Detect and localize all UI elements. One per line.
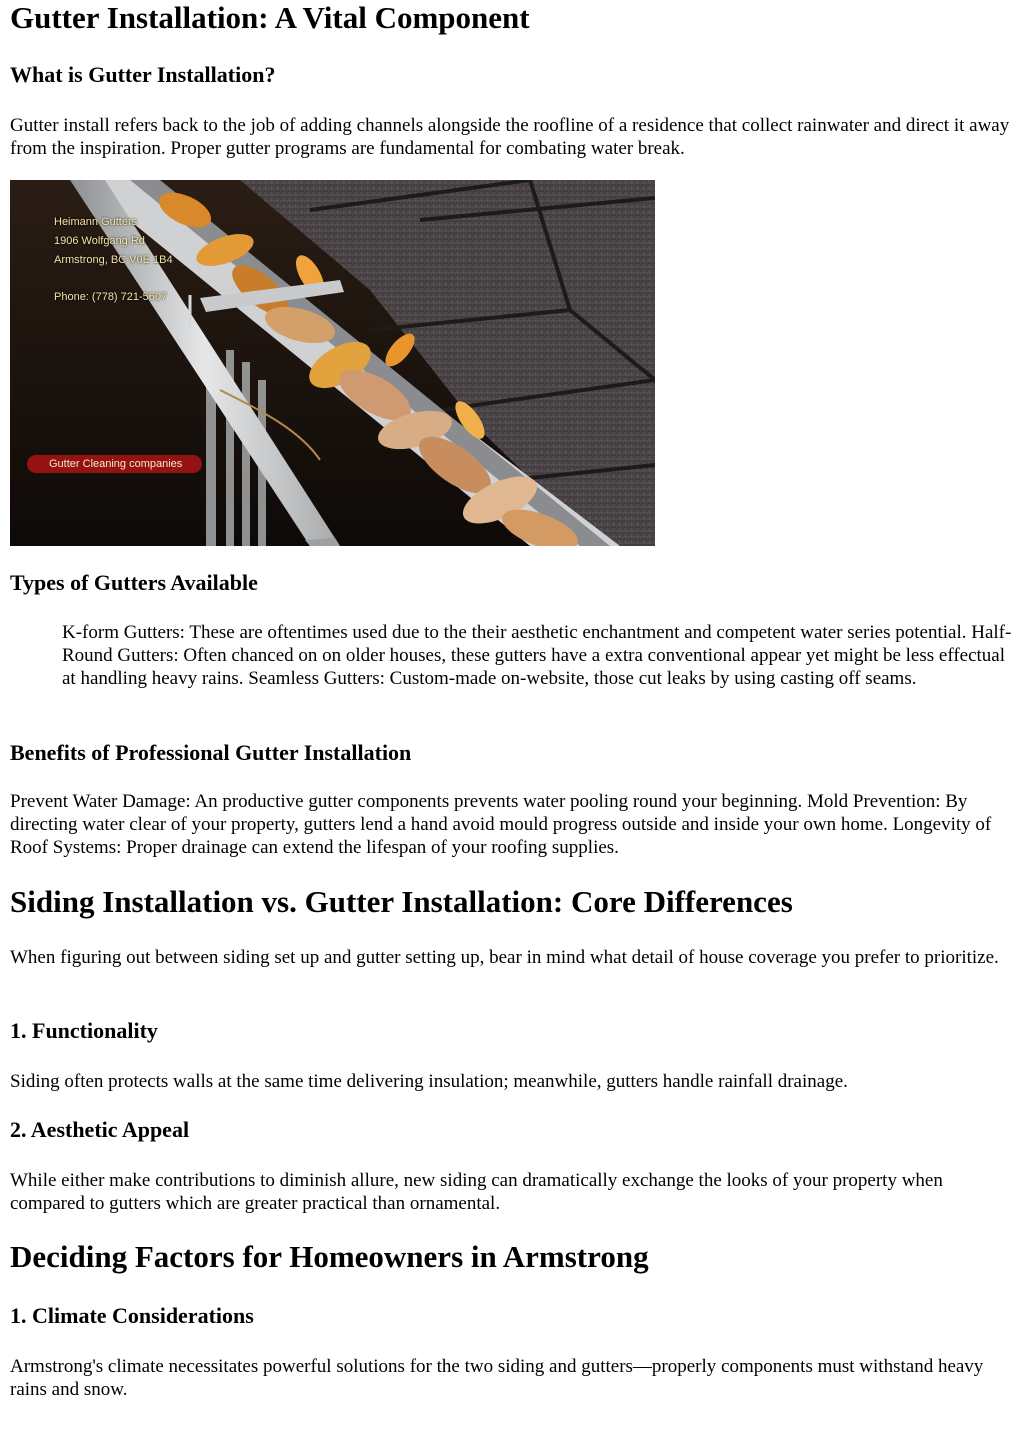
paragraph-functionality: Siding often protects walls at the same time delivering insulation; meanwhile, gutters handle rainfall drainage.	[10, 1071, 848, 1092]
page-title: Gutter Installation: A Vital Component	[10, 0, 530, 35]
section-title-siding-vs-gutter: Siding Installation vs. Gutter Installation: Core Differences	[10, 884, 793, 919]
paragraph-what-is: Gutter install refers back to the job of adding channels alongside the roofline of a residence that collect rainwater and direct it away from the inspiration. Proper gutter programs are fundamental for combating water break.	[10, 115, 1010, 159]
section-heading-types: Types of Gutters Available	[10, 570, 258, 595]
blockquote-gutter-types: K-form Gutters: These are oftentimes used due to the their aesthetic enchantment and competent water series potential. Half-Round Gutters: Often chanced on on older houses, these gutters have a extra conventional appear yet might be less effectual at handling heavy rains. Seamless Gutters: Custom-made on-website, those cut leaks by using casting off seams.	[62, 622, 1012, 689]
section-heading-what-is: What is Gutter Installation?	[10, 62, 276, 87]
overlay-city-address: Armstrong, BC V0E 1B4	[54, 254, 173, 266]
gutter-cleaning-badge-link[interactable]: Gutter Cleaning companies	[27, 455, 202, 473]
paragraph-benefits: Prevent Water Damage: An productive gutter components prevents water pooling round your beginning. Mold Prevention: By directing water clear of your property, gutters lend a hand avoid mould progress outside and inside your own home. Longevity of Roof Systems: Proper drainage can extend the lifespan of your roofing supplies.	[10, 791, 992, 858]
section-heading-functionality: 1. Functionality	[10, 1018, 158, 1043]
gutter-leaves-photo	[10, 180, 655, 546]
paragraph-climate: Armstrong's climate necessitates powerful solutions for the two siding and gutters—properly components must withstand heavy rains and snow.	[10, 1356, 984, 1400]
section-heading-climate: 1. Climate Considerations	[10, 1303, 254, 1328]
paragraph-siding-vs-gutter-intro: When figuring out between siding set up and gutter setting up, bear in mind what detail of house coverage you prefer to prioritize.	[10, 947, 999, 968]
section-heading-aesthetic: 2. Aesthetic Appeal	[10, 1117, 190, 1142]
paragraph-aesthetic: While either make contributions to diminish allure, new siding can dramatically exchange the looks of your property when compared to gutters which are greater practical than ornamental.	[10, 1170, 943, 1214]
overlay-street-address: 1906 Wolfgang Rd	[54, 235, 145, 247]
overlay-phone: Phone: (778) 721-5607	[54, 291, 168, 303]
overlay-business-name: Heimann Gutters	[54, 216, 138, 228]
section-heading-benefits: Benefits of Professional Gutter Installation	[10, 740, 412, 765]
section-title-deciding-factors: Deciding Factors for Homeowners in Armstrong	[10, 1239, 649, 1274]
